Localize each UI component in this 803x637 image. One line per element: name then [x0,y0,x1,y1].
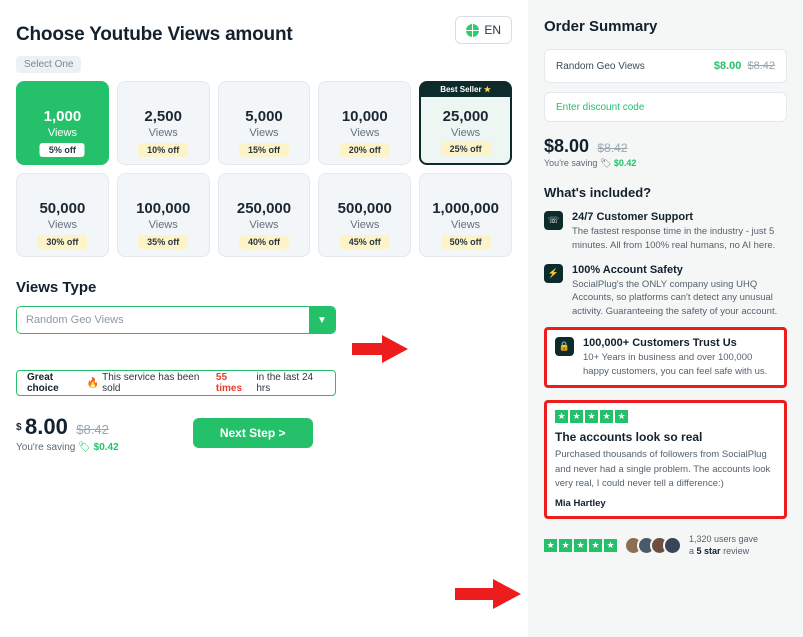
package-discount: 20% off [340,143,390,157]
package-unit: Views [148,218,178,231]
package-card[interactable] [16,173,109,257]
review-star-rating [555,410,776,423]
package-amount: 100,000 [136,199,191,217]
tag-icon: 🏷 [599,158,612,168]
header-row [16,16,512,46]
select-one-badge: Select One [16,56,81,73]
package-unit: Views [451,126,481,139]
annotation-arrow-left [352,333,408,365]
package-card[interactable] [419,173,512,257]
footer-rating-line2-bold: 5 star [696,546,721,557]
feature-heading: 100% Account Safety [572,263,683,276]
lock-icon: 🔒 [555,337,574,356]
best-seller-badge [420,82,511,97]
package-card[interactable] [318,81,411,165]
footer-rating [544,533,787,557]
next-step-button[interactable]: Next Step > [193,418,313,448]
views-type-label: Views Type [16,279,97,296]
views-type-select[interactable] [16,306,336,334]
package-amount: 50,000 [39,199,86,217]
language-button[interactable] [455,16,512,44]
package-card[interactable] [218,173,311,257]
price-row [16,414,512,453]
footer-rating-line2-pre: a [689,546,695,557]
star-icon: ★ [574,539,587,552]
views-type-value: Random Geo Views [26,314,124,326]
star-icon: ★ [604,539,617,552]
summary-saving-prefix: You're saving [544,158,598,168]
package-discount: 15% off [239,143,289,157]
package-card[interactable] [318,173,411,257]
package-amount: 500,000 [337,199,392,217]
star-icon: ★ [600,410,613,423]
price-current: 8.00 [25,414,68,439]
package-card[interactable] [117,173,210,257]
review-card-highlighted [544,400,787,519]
package-amount: 1,000,000 [432,199,499,217]
language-label: EN [484,23,501,37]
summary-saving-line [544,158,787,169]
avatar [663,536,682,555]
price-original: $8.42 [76,422,109,437]
package-amount: 2,500 [144,107,182,125]
package-card[interactable] [117,81,210,165]
feature-item-support [544,211,787,253]
headset-icon: ☏ [544,211,563,230]
star-icon: ★ [483,85,491,94]
package-card[interactable] [218,81,311,165]
package-discount: 5% off [40,143,85,157]
package-unit: Views [350,126,380,139]
chevron-down-icon[interactable]: ▼ [309,307,335,333]
order-item-price-old: $8.42 [747,60,775,72]
feature-item-trust-highlighted [544,327,787,389]
star-icon: ★ [555,410,568,423]
saving-line [16,442,119,453]
package-amount: 250,000 [236,199,292,217]
package-unit: Views [47,218,77,231]
star-icon: ★ [559,539,572,552]
footer-rating-line1: 1,320 users gave [689,534,759,545]
order-line-item [544,49,787,83]
package-unit: Views [249,126,279,139]
star-icon: ★ [570,410,583,423]
summary-price [544,136,787,157]
package-card[interactable] [16,81,109,165]
package-discount: 10% off [138,143,188,157]
package-unit: Views [350,218,380,231]
star-icon: ★ [585,410,598,423]
feature-body: The fastest response time in the industry - just 5 minutes. All from 100% real humans, no AI here. [572,226,776,251]
order-summary-panel [528,0,803,637]
best-seller-label: Best Seller [440,85,482,94]
feature-heading: 24/7 Customer Support [572,211,694,223]
package-amount: 10,000 [341,107,388,125]
footer-rating-line2-post: review [723,546,750,557]
package-card-best-seller[interactable] [419,81,512,165]
discount-code-placeholder: Enter discount code [556,101,645,113]
order-item-price-current: $8.00 [713,60,742,72]
summary-saving-amount: $0.42 [613,158,637,168]
price-block [16,414,119,453]
feature-item-safety [544,264,787,319]
social-proof-count: 55 times [215,372,243,394]
package-unit: Views [451,218,481,231]
package-amount: 1,000 [43,107,82,125]
package-discount: 25% off [441,142,491,156]
star-icon: ★ [615,410,628,423]
social-proof-suffix: in the last 24 hrs [256,372,314,394]
globe-icon [466,24,479,37]
summary-price-old: $8.42 [597,141,628,155]
shield-bolt-icon: ⚡ [544,264,563,283]
order-item-name: Random Geo Views [556,60,645,72]
star-icon: ★ [544,539,557,552]
order-item-price [714,60,775,72]
footer-star-rating [544,539,617,552]
currency-symbol: $ [16,422,22,433]
saving-prefix: You're saving [16,442,76,453]
package-amount: 5,000 [245,107,283,125]
package-grid [16,81,512,257]
package-amount: 25,000 [442,107,489,125]
summary-price-current: $8.00 [544,136,590,156]
review-body: Purchased thousands of followers from SocialPlug and never had a single problem. The accounts look very real, I could never tell a difference:) [555,449,771,489]
page-title: Choose Youtube Views amount [16,24,293,45]
feature-body: 10+ Years in business and over 100,000 happy customers, you can feel safe with us. [583,351,768,377]
saving-amount: $0.42 [93,442,119,453]
fire-icon: 🔥 [86,377,100,389]
whats-included-title: What's included? [544,185,652,200]
package-discount: 50% off [441,235,491,249]
review-title: The accounts look so real [555,430,703,445]
package-unit: Views [148,126,178,139]
package-unit: Views [249,218,279,231]
package-discount: 45% off [340,235,390,249]
feature-body: SocialPlug's the ONLY company using UHQ Accounts, so platforms can't detect any unusual activity. Guaranteeing the safety of your account. [572,278,778,318]
package-discount: 35% off [138,235,188,249]
package-unit: Views [47,126,77,139]
social-proof-prefix: Great choice [27,372,59,394]
social-proof-banner [16,370,336,396]
package-discount: 40% off [239,235,289,249]
feature-heading: 100,000+ Customers Trust Us [583,336,737,349]
star-icon: ★ [589,539,602,552]
avatar-group [624,536,682,555]
package-discount: 30% off [37,235,87,249]
discount-code-input[interactable] [544,92,787,122]
annotation-arrow-right [455,578,521,610]
footer-rating-text [689,533,758,557]
order-summary-title: Order Summary [544,18,658,35]
review-author: Mia Hartley [555,498,606,510]
tag-icon: 🏷 [78,442,91,453]
social-proof-mid: This service has been sold [102,372,200,394]
